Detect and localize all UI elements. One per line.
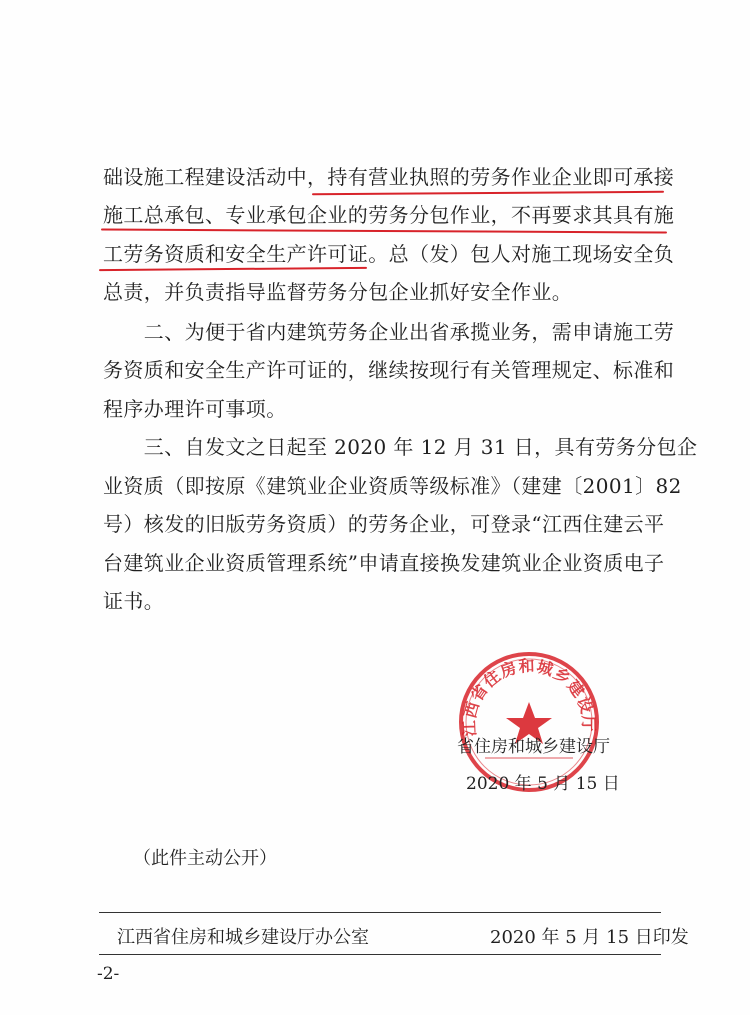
body-line-9: 业资质（即按原《建筑业企业资质等级标准》（建建〔2001〕82 (103, 474, 682, 498)
footer-bottom-rule (99, 954, 661, 955)
footer-issuer: 江西省住房和城乡建设厅办公室 (117, 927, 369, 948)
footer-issue-date: 2020 年 5 月 15 日印发 (490, 927, 689, 948)
body-line-12: 证书。 (103, 589, 165, 613)
body-line-11: 台建筑业企业资质管理系统”申请直接换发建筑业企业资质电子 (103, 551, 665, 575)
body-line-1: 础设施工程建设活动中，持有营业执照的劳务作业企业即可承接 (103, 165, 675, 189)
body-line-3: 工劳务资质和安全生产许可证。总（发）包人对施工现场安全负 (103, 242, 675, 266)
body-line-4: 总责，并负责指导监督劳务分包企业抓好安全作业。 (103, 280, 573, 304)
body-line-5: 二、为便于省内建筑劳务企业出省承揽业务，需申请施工劳 (103, 320, 675, 344)
footer-top-rule (99, 912, 661, 913)
body-line-6: 务资质和安全生产许可证的，继续按现行有关管理规定、标准和 (103, 358, 675, 382)
page-number: -2- (97, 964, 120, 984)
body-line-8: 三、自发文之日起至 2020 年 12 月 31 日，具有劳务分包企 (103, 435, 698, 459)
body-line-10: 号）核发的旧版劳务资质）的劳务企业，可登录“江西住建云平 (103, 512, 665, 536)
body-line-7: 程序办理许可事项。 (103, 397, 287, 421)
signature-date: 2020 年 5 月 15 日 (466, 774, 620, 794)
public-disclosure-note: （此件主动公开） (133, 848, 277, 869)
svg-text:江西省住房和城乡建设厅: 江西省住房和城乡建设厅 (459, 656, 599, 737)
signature-office: 省住房和城乡建设厅 (457, 737, 610, 757)
body-line-2: 施工总承包、专业承包企业的劳务分包作业，不再要求其具有施 (103, 203, 675, 227)
